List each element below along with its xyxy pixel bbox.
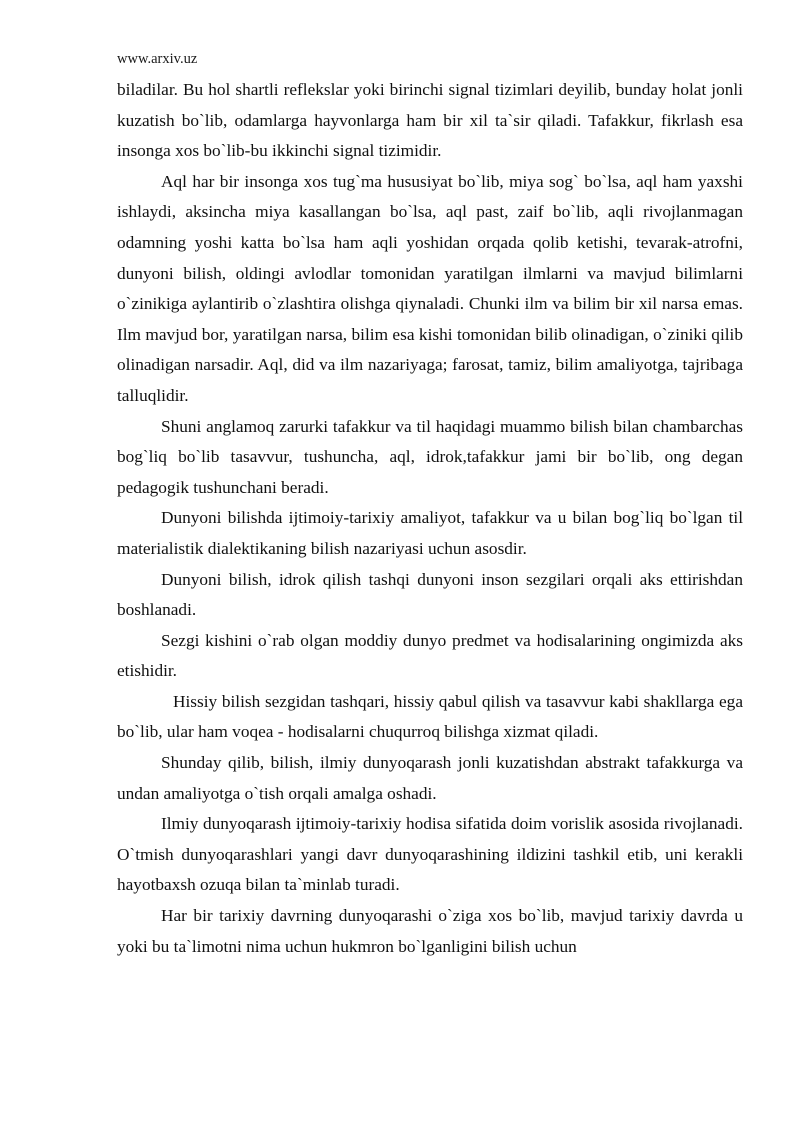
paragraph-2: Aql har bir insonga xos tug`ma hususiyat bo`lib, miya sog` bo`lsa, aql ham yaxshi ishlaydi, aksincha miya kasallangan bo`lsa, aql past, zaif bo`lib, aqli rivojlanmagan odamning yoshi katta bo`lsa ham aqli yoshidan orqada qolib ketishi, tevarak-atrofni, dunyoni bilish, oldingi avlodlar tomonidan yaratilgan ilmlarni va mavjud bilimlarni o`zinikiga aylantirib o`zlashtira olishga qiynaladi. Chunki ilm va bilim bir xil narsa emas. Ilm mavjud bor, yaratilgan narsa, bilim esa kishi tomonidan bilib olinadigan, o`ziniki qilib olinadigan narsadir. Aql, did va ilm nazariyaga; farosat, tamiz, bilim amaliyotga, tajribaga talluqlidir. [117, 171, 743, 405]
paragraph-9: Ilmiy dunyoqarash ijtimoiy-tarixiy hodisa sifatida doim vorislik asosida rivojlanadi. O`tmish dunyoqarashlari yangi davr dunyoqarashining ildizini tashkil etib, uni kerakli hayotbaxsh ozuqa bilan ta`minlab turadi. [117, 814, 743, 895]
paragraph-4: Dunyoni bilishda ijtimoiy-tarixiy amaliyot, tafakkur va u bilan bog`liq bo`lgan til materialistik dialektikaning bilish nazariyasi uchun asosdir. [117, 508, 743, 558]
paragraph-3: Shuni anglamoq zarurki tafakkur va til haqidagi muammo bilish bilan chambarchas bog`liq bo`lib tasavvur, tushuncha, aql, idrok,tafakkur jami bir bo`lib, ong degan pedagogik tushunchani beradi. [117, 416, 743, 497]
document-body [117, 75, 743, 962]
paragraph-6: Sezgi kishini o`rab olgan moddiy dunyo predmet va hodisalarining ongimizda aks etishidir. [117, 630, 743, 681]
paragraph-8: Shunday qilib, bilish, ilmiy dunyoqarash jonli kuzatishdan abstrakt tafakkurga va undan amaliyotga o`tish orqali amalga oshadi. [117, 753, 743, 803]
paragraph-5: Dunyoni bilish, idrok qilish tashqi dunyoni inson sezgilari orqali aks ettirishdan boshlanadi. [117, 569, 743, 620]
paragraph-7: Hissiy bilish sezgidan tashqari, hissiy qabul qilish va tasavvur kabi shakllarga ega bo`lib, ular ham voqea - hodisalarni chuqurroq bilishga xizmat qiladi. [117, 691, 743, 742]
header-url: www.arxiv.uz [117, 51, 198, 67]
paragraph-10: Har bir tarixiy davrning dunyoqarashi o`ziga xos bo`lib, mavjud tarixiy davrda u yoki bu ta`limotni nima uchun hukmron bo`lganligini bilish uchun [117, 906, 743, 956]
paragraph-1: biladilar. Bu hol shartli reflekslar yoki birinchi signal tizimlari deyilib, bunday holat jonli kuzatish bo`lib, odamlarga hayvonlarga ham bir xil ta`sir qiladi. Tafakkur, fikrlash esa insonga xos bo`lib-bu ikkinchi signal tizimidir. [117, 80, 743, 161]
